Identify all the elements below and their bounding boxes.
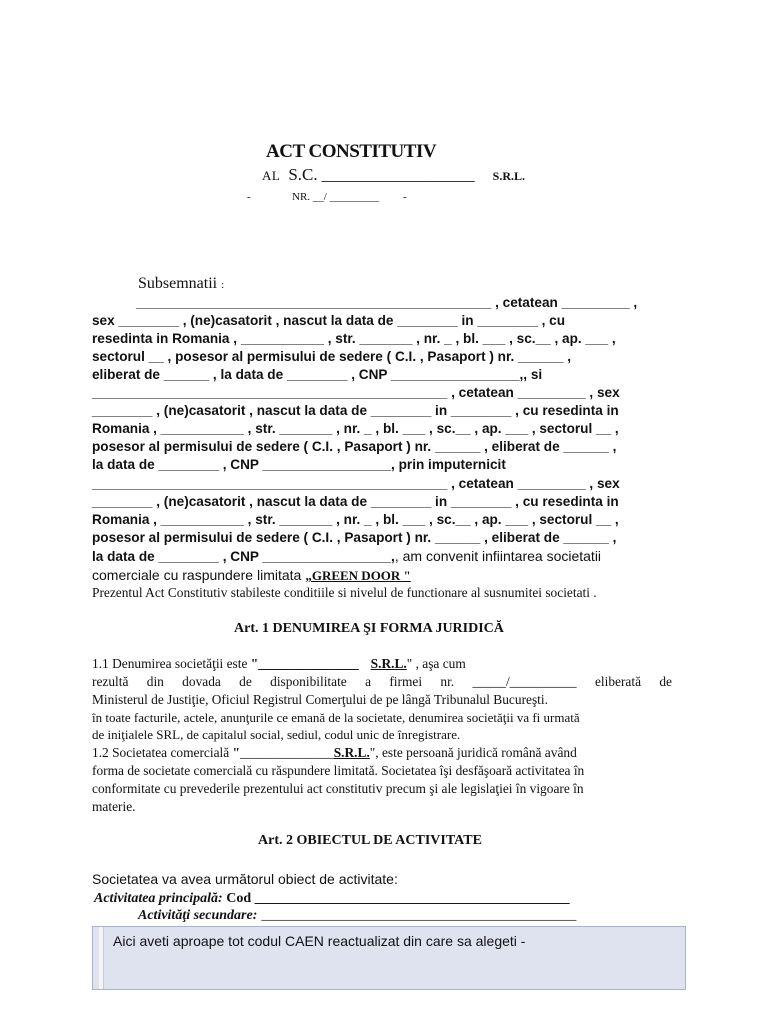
p12-line2: forma de societate comercială cu răspundere limitată. Societatea îşi desfăşoară activitatea în bbox=[92, 763, 585, 778]
party-line: ________ , (ne)casatorit , nascut la data de ________ in ________ , cu resedinta in bbox=[92, 403, 619, 418]
p12-line4: materie. bbox=[92, 799, 136, 814]
p12-line1 bbox=[92, 745, 577, 761]
party-line: resedinta in Romania , ___________ , str. _______ , nr. _ , bl. ___ , sc.__ , ap. ___ , bbox=[92, 331, 616, 346]
document-title: ACT CONSTITUTIV bbox=[266, 141, 437, 162]
party-line: Romania , ___________ , str. _______ , nr. _ , bl. ___ , sc.__ , ap. ___ , sectorul __ , bbox=[92, 421, 619, 436]
p12-srl: S.R.L. bbox=[333, 745, 370, 760]
article2-intro: Societatea va avea următorul obiect de activitate: bbox=[92, 871, 398, 887]
srl-label: S.R.L. bbox=[492, 169, 525, 183]
party-line: posesor al permisului de sedere ( C.I. , Pasaport ) nr. ______ , eliberat de ______ , bbox=[92, 530, 617, 545]
statement-line: Prezentul Act Constitutiv stabileste conditiile si nivelul de functionare al susnumitei societati . bbox=[92, 585, 597, 600]
party-last-plain: , am convenit infiintarea societatii bbox=[394, 548, 602, 564]
p12-quote-open: " bbox=[232, 745, 240, 760]
parties-heading-colon: : bbox=[221, 279, 225, 291]
company-name: „GREEN DOOR " bbox=[305, 568, 411, 583]
nr-dash-right: - bbox=[403, 191, 407, 203]
sc-blank: __________________ bbox=[321, 165, 475, 184]
secundare-blank: _____________________________________________ bbox=[261, 908, 577, 923]
secundare-line bbox=[138, 906, 576, 924]
p11-srl: S.R.L. bbox=[370, 656, 407, 671]
p11-rest: " , aşa cum bbox=[406, 656, 466, 671]
article1-heading: Art. 1 DENUMIREA ŞI FORMA JURIDICĂ bbox=[234, 621, 504, 636]
company-line bbox=[262, 165, 525, 185]
p11-prefix: 1.1 Denumirea societăţii este bbox=[92, 656, 251, 671]
p12-rest: ", este persoană juridică română având bbox=[369, 745, 577, 760]
caen-note-text: Aici aveti aproape tot codul CAEN reactualizat din care sa alegeti - bbox=[113, 933, 526, 949]
nr-dash-left: - bbox=[247, 191, 251, 203]
p12-line3: conformitate cu prevederile prezentului act constitutiv precum şi ale legislaţiei în vigoare în bbox=[92, 781, 584, 796]
p11-line1 bbox=[92, 656, 466, 672]
al-label: AL bbox=[262, 168, 281, 183]
commercial-prefix: comerciale cu raspundere limitata bbox=[92, 567, 302, 583]
parties-heading bbox=[138, 275, 224, 293]
party-line: Romania , ___________ , str. _______ , nr. _ , bl. ___ , sc.__ , ap. ___ , sectorul __ , bbox=[92, 512, 619, 527]
principal-line bbox=[94, 889, 570, 907]
party-line: eliberat de ______ , la data de ________ , CNP _________________,, si bbox=[92, 367, 543, 382]
p11-line2: rezultă din dovada de disponibilitate a firmei nr. _____/__________ eliberată de bbox=[92, 674, 672, 689]
p11-blank: _______________ bbox=[258, 656, 359, 671]
party-line: sectorul __ , posesor al permisului de sedere ( C.I. , Pasaport ) nr. ______ , bbox=[92, 349, 571, 364]
party-last-bold: la data de ________ , CNP _________________, bbox=[92, 549, 395, 564]
principal-cod: Cod _____________________________________________ bbox=[222, 891, 570, 906]
nr-field: NR. __/ _________ bbox=[292, 191, 380, 203]
party-line: posesor al permisului de sedere ( C.I. , Pasaport ) nr. ______ , eliberat de ______ , bbox=[92, 439, 617, 454]
sc-label: S.C. bbox=[288, 165, 318, 184]
party-last-line bbox=[92, 548, 601, 566]
party-line: _______________________________________________ , cetatean _________ , sex bbox=[92, 385, 620, 400]
party-line: sex ________ , (ne)casatorit , nascut la data de ________ in ________ , cu bbox=[92, 313, 566, 328]
caen-note-box bbox=[92, 926, 686, 990]
party-line: la data de ________ , CNP _________________, prin imputernicit bbox=[92, 457, 506, 472]
p11-line5: de iniţialele SRL, de capitalul social, sediul, codul unic de înregistrare. bbox=[92, 727, 461, 742]
p11-quote-open: " bbox=[250, 656, 259, 671]
p12-prefix: 1.2 Societatea comercială bbox=[92, 745, 233, 760]
parties-heading-text: Subsemnatii bbox=[138, 275, 218, 292]
principal-label: Activitatea principală: bbox=[94, 891, 223, 906]
secundare-label: Activităţi secundare: bbox=[138, 908, 258, 923]
p12-blank: ______________ bbox=[239, 745, 334, 760]
caen-note-margin bbox=[99, 927, 104, 989]
p11-line4: în toate facturile, actele, anunţurile ce emană de la societate, denumirea societăţii va fi urmată bbox=[92, 710, 580, 725]
party-line: ________ , (ne)casatorit , nascut la data de ________ in ________ , cu resedinta in bbox=[92, 494, 619, 509]
article2-heading: Art. 2 OBIECTUL DE ACTIVITATE bbox=[258, 833, 482, 848]
p11-line3: Ministerul de Justiţie, Oficiul Registrul Comerţului de pe lângă Tribunalul Bucureşti. bbox=[92, 692, 548, 707]
party-line: _______________________________________________ , cetatean _________ , sex bbox=[92, 476, 620, 491]
party-line: _______________________________________________ , cetatean _________ , bbox=[136, 295, 638, 310]
commercial-line bbox=[92, 567, 411, 585]
